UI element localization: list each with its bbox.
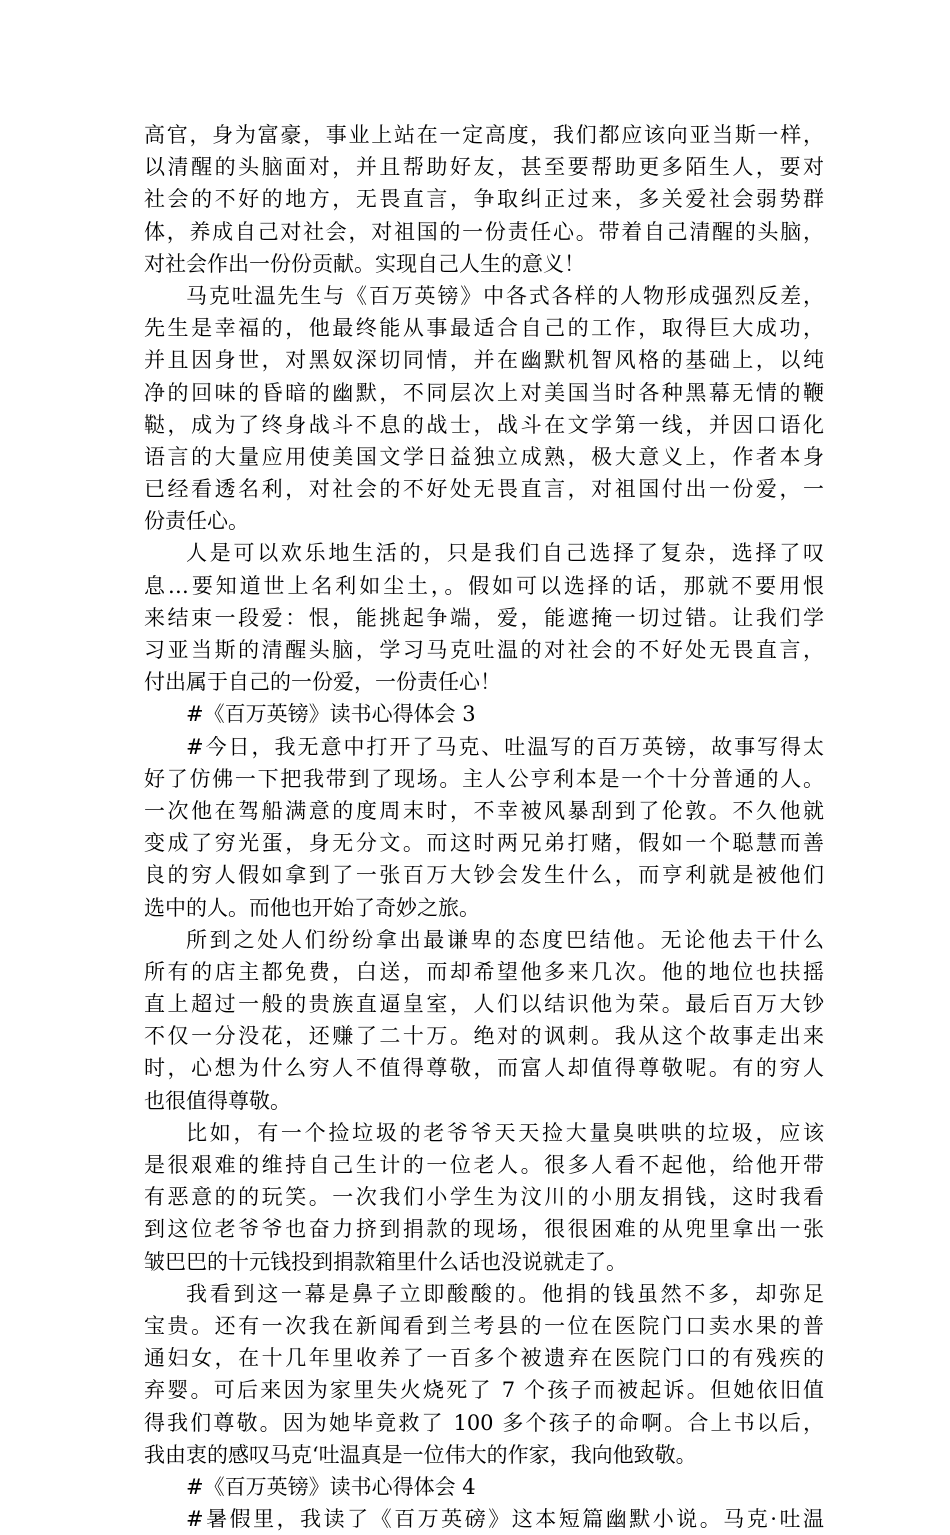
text-line: 高官，身为富豪，事业上站在一定高度，我们都应该向亚当斯一样， [144,123,824,147]
text-line: 一次他在驾船满意的度周末时，不幸被风暴刮到了伦敦。不久他就 [144,798,824,823]
text-line: 是很艰难的维持自己生计的一位老人。很多人看不起他，给他开带 [144,1153,824,1177]
text-line: 来结束一段爱：恨，能挑起争端，爱，能遮掩一切过错。让我们学 [144,605,824,630]
text-line: 已经看透名利，对社会的不好处无畏直言，对祖国付出一份爱，一 [144,477,824,502]
text-line: 直上超过一般的贵族直逼皇室，人们以结识他为荣。最后百万大钞 [144,992,824,1017]
text-line: 净的回味的昏暗的幽默，不同层次上对美国当时各种黑幕无情的鞭 [144,380,824,405]
text-line: 体，养成自己对社会，对祖国的一份责任心。带着自己清醒的头脑， [144,219,824,244]
text-line: 我由衷的感叹马克‘吐温真是一位伟大的作家，我向他致敬。 [144,1442,697,1467]
text-line: 我看到这一幕是鼻子立即酸酸的。他捐的钱虽然不多，却弥足 [186,1281,824,1306]
text-line: 有恶意的的玩笑。一次我们小学生为汶川的小朋友捐钱，这时我看 [144,1185,824,1210]
text-line: 变成了穷光蛋，身无分文。而这时两兄弟打赌，假如一个聪慧而善 [144,831,824,856]
text-line: 语言的大量应用使美国文学日益独立成熟，极大意义上，作者本身 [144,444,824,469]
text-line: 鞑，成为了终身战斗不息的战士，战斗在文学第一线，并因口语化 [144,412,824,437]
text-line: 以清醒的头脑面对，并且帮助好友，甚至要帮助更多陌生人，要对 [144,155,824,180]
text-line: 所到之处人们纷纷拿出最谦卑的态度巴结他。无论他去干什么 [186,927,824,952]
text-line: 习亚当斯的清醒头脑，学习马克吐温的对社会的不好处无畏直言， [144,638,824,662]
text-line: 份责任心。 [144,509,249,534]
text-line: 皱巴巴的十元钱投到捐款箱里什么话也没说就走了。 [144,1249,627,1274]
text-line: 对社会作出一份份贡献。实现自己人生的意义！ [144,251,585,276]
text-line: 通妇女，在十几年里收养了一百多个被遗弃在医院门口的有残疾的 [144,1346,824,1371]
text-line: #暑假里，我读了《百万英磅》这本短篇幽默小说。马克·吐温 [186,1507,824,1532]
text-line: #今日，我无意中打开了马克、吐温写的百万英镑，故事写得太 [186,734,824,759]
text-line: 宝贵。还有一次我在新闻看到兰考县的一位在医院门口卖水果的普 [144,1313,824,1338]
text-line: 好了仿佛一下把我带到了现场。主人公亨利本是一个十分普通的人。 [144,766,824,791]
document-body [144,119,824,1535]
text-line: 人是可以欢乐地生活的，只是我们自己选择了复杂，选择了叹 [186,541,824,566]
text-line: 并且因身世，对黑奴深切同情，并在幽默机智风格的基础上，以纯 [144,348,824,373]
text-line: 不仅一分没花，还赚了二十万。绝对的讽刺。我从这个故事走出来 [144,1024,824,1049]
text-line: 息…要知道世上名利如尘土，。假如可以选择的话，那就不要用恨 [144,573,824,598]
text-line: 弃婴。可后来因为家里失火烧死了 7 个孩子而被起诉。但她依旧值 [144,1378,824,1403]
text-line: 马克吐温先生与《百万英镑》中各式各样的人物形成强烈反差， [186,283,824,308]
text-line: 良的穷人假如拿到了一张百万大钞会发生什么，而亨利就是被他们 [144,863,824,888]
section-heading: #《百万英镑》读书心得体会 3 [186,702,476,727]
text-line: 比如，有一个捡垃圾的老爷爷天天捡大量臭哄哄的垃圾，应该 [186,1120,824,1145]
text-line: 选中的人。而他也开始了奇妙之旅。 [144,895,480,920]
text-line: 所有的店主都免费，白送，而却希望他多来几次。他的地位也扶摇 [144,959,824,984]
text-line: 得我们尊敬。因为她毕竟救了 100 多个孩子的命啊。合上书以后， [144,1410,824,1435]
text-line: 付出属于自己的一份爱，一份责任心！ [144,670,501,695]
text-line: 也很值得尊敬。 [144,1088,291,1113]
text-line: 先生是幸福的，他最终能从事最适合自己的工作，取得巨大成功， [144,316,824,341]
text-line: 时，心想为什么穷人不值得尊敬，而富人却值得尊敬呢。有的穷人 [144,1056,824,1081]
section-heading: #《百万英镑》读书心得体会 4 [186,1474,476,1499]
text-line: 社会的不好的地方，无畏直言，争取纠正过来，多关爱社会弱势群 [144,187,824,212]
text-line: 到这位老爷爷也奋力挤到捐款的现场，很很困难的从兜里拿出一张 [144,1217,824,1242]
